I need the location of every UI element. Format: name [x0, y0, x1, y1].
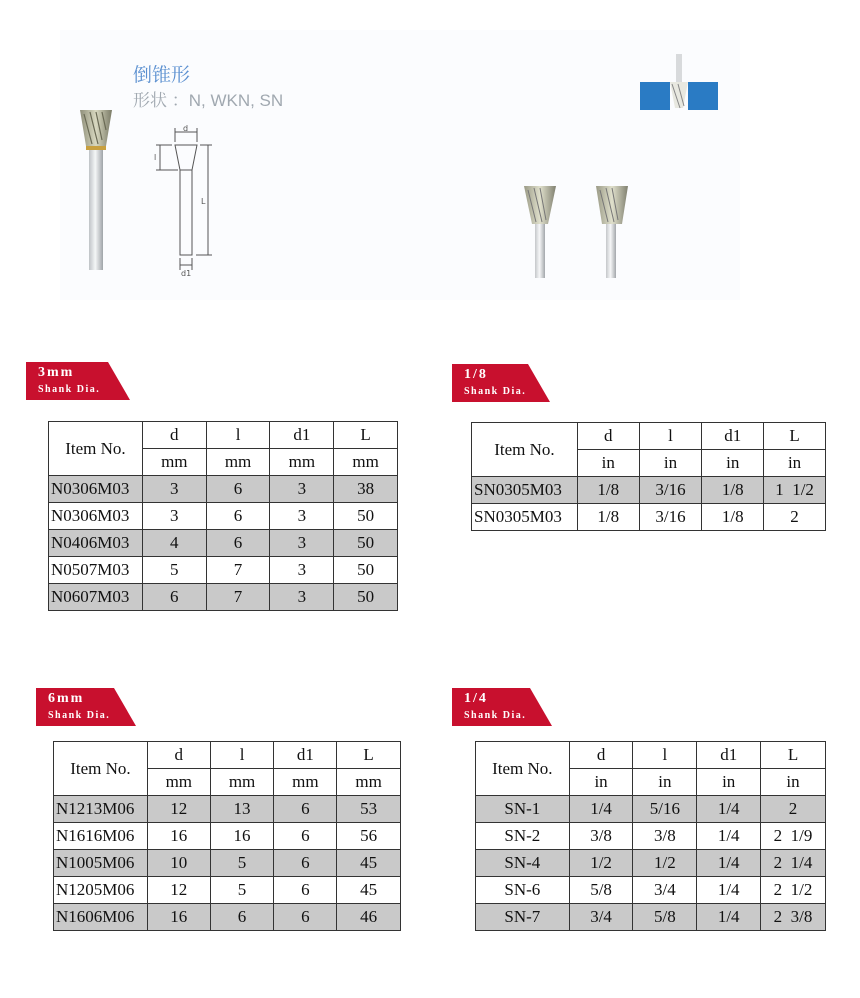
col-header-item-no: Item No.: [472, 423, 578, 477]
col-header-L: L: [334, 422, 398, 449]
svg-text:d: d: [183, 124, 189, 133]
table-row: N0306M03 3 6 3 50: [49, 503, 398, 530]
unit-cell: mm: [142, 449, 206, 476]
col-header-L: L: [337, 742, 401, 769]
col-header-d1: d1: [270, 422, 334, 449]
unit-cell: in: [633, 769, 697, 796]
table-row: N0406M03 4 6 3 50: [49, 530, 398, 557]
col-header-d: d: [147, 742, 210, 769]
svg-text:d1: d1: [181, 269, 192, 278]
unit-cell: mm: [206, 449, 270, 476]
unit-cell: mm: [210, 769, 274, 796]
table-row: N1205M06 12 5 6 45: [54, 877, 401, 904]
col-header-item-no: Item No.: [49, 422, 143, 476]
unit-cell: in: [764, 450, 826, 477]
table-row: SN-4 1/2 1/2 1/4 2 1/4: [476, 850, 826, 877]
spec-table-6mm: [53, 741, 401, 931]
col-header-item-no: Item No.: [54, 742, 148, 796]
usage-icon: [638, 52, 720, 112]
unit-cell: in: [569, 769, 633, 796]
table-row: N1616M06 16 16 6 56: [54, 823, 401, 850]
col-header-d1: d1: [702, 423, 764, 450]
unit-cell: mm: [274, 769, 337, 796]
spec-table-1-4: [475, 741, 826, 931]
unit-cell: mm: [147, 769, 210, 796]
col-header-l: l: [633, 742, 697, 769]
col-header-l: l: [206, 422, 270, 449]
svg-text:l: l: [154, 153, 157, 162]
unit-cell: in: [577, 450, 639, 477]
unit-cell: in: [697, 769, 761, 796]
badge-1-4-shank: 1/4 Shank Dia.: [452, 688, 557, 728]
unit-cell: in: [761, 769, 826, 796]
table-row: SN-6 5/8 3/4 1/4 2 1/2: [476, 877, 826, 904]
product-title: 倒锥形: [133, 64, 191, 86]
col-header-d1: d1: [274, 742, 337, 769]
unit-cell: mm: [270, 449, 334, 476]
table-row: SN0305M03 1/8 3/16 1/8 2: [472, 504, 826, 531]
table-row: N0306M03 3 6 3 38: [49, 476, 398, 503]
unit-cell: in: [702, 450, 764, 477]
table-row: SN-2 3/8 3/8 1/4 2 1/9: [476, 823, 826, 850]
table-row: SN-1 1/4 5/16 1/4 2: [476, 796, 826, 823]
spec-table-1-8: [471, 422, 826, 531]
col-header-item-no: Item No.: [476, 742, 570, 796]
burr-photo: [72, 100, 122, 280]
table-row: N1005M06 10 5 6 45: [54, 850, 401, 877]
col-header-d: d: [142, 422, 206, 449]
badge-6mm-shank: 6mm Shank Dia.: [36, 688, 141, 728]
table-row: N1606M06 16 6 6 46: [54, 904, 401, 931]
spec-table-3mm: [48, 421, 398, 611]
svg-text:L: L: [201, 197, 206, 206]
dimension-diagram: [150, 120, 220, 280]
col-header-l: l: [639, 423, 702, 450]
badge-1-8-shank: 1/8 Shank Dia.: [452, 364, 557, 404]
table-row: N0607M03 6 7 3 50: [49, 584, 398, 611]
table-row: SN-7 3/4 5/8 1/4 2 3/8: [476, 904, 826, 931]
col-header-d: d: [577, 423, 639, 450]
col-header-L: L: [761, 742, 826, 769]
shape-codes: 形状 ：N, WKN, SN: [133, 91, 284, 110]
col-header-d: d: [569, 742, 633, 769]
badge-3mm-shank: 3mm Shank Dia.: [26, 362, 131, 402]
unit-cell: mm: [337, 769, 401, 796]
unit-cell: in: [639, 450, 702, 477]
burr-photos-pair: [518, 182, 638, 282]
col-header-d1: d1: [697, 742, 761, 769]
col-header-L: L: [764, 423, 826, 450]
unit-cell: mm: [334, 449, 398, 476]
table-row: SN0305M03 1/8 3/16 1/8 1 1/2: [472, 477, 826, 504]
col-header-l: l: [210, 742, 274, 769]
table-row: N1213M06 12 13 6 53: [54, 796, 401, 823]
table-row: N0507M03 5 7 3 50: [49, 557, 398, 584]
